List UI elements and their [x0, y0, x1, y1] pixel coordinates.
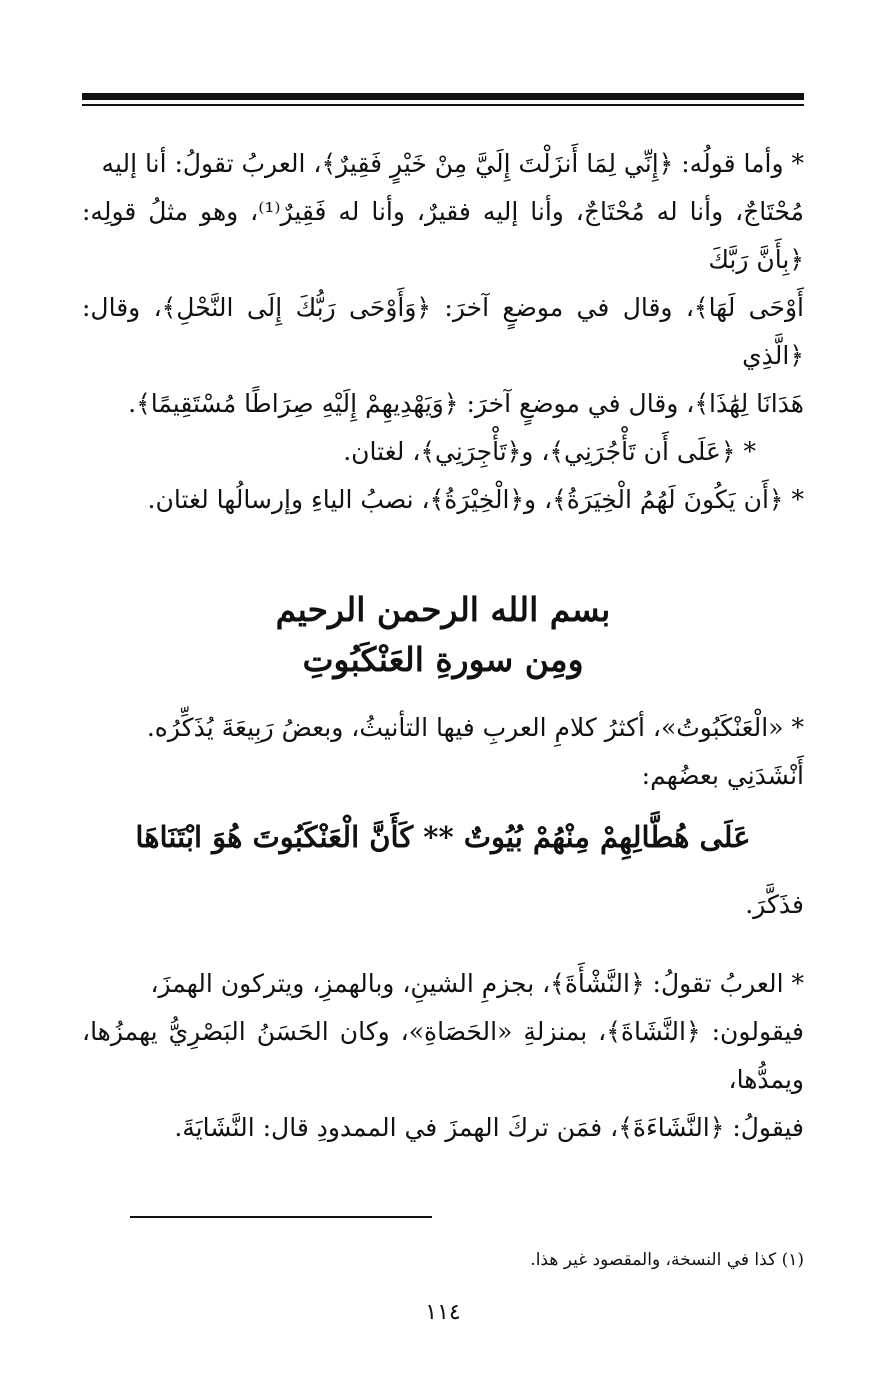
text-line: أَنْشَدَنِي بعضُهم: [641, 761, 804, 790]
text-line: أَوْحَى لَهَا﴾، وقال في موضعٍ آخرَ: ﴿وَأَوْحَى رَبُّكَ إِلَى النَّحْلِ﴾، وقال: ﴿الَّذِي [82, 293, 804, 370]
surah-title: ومِن سورةِ العَنْكَبُوتِ [302, 640, 584, 679]
page-number: ١١٤ [425, 1300, 461, 1325]
basmala-heading: بسم الله الرحمن الرحيم [275, 590, 611, 629]
text-line: هَدَانَا لِهَٰذَا﴾، وقال في موضعٍ آخرَ: ﴿وَيَهْدِيهِمْ إِلَيْهِ صِرَاطًا مُسْتَقِيمًا﴾. [128, 389, 804, 418]
footnote: (١) كذا في النسخة، والمقصود غير هذا. [530, 1250, 804, 1270]
paragraph-block-1 [82, 140, 804, 524]
header-double-rule-thin [82, 104, 804, 106]
footnote-separator [130, 1216, 432, 1218]
text-line: مُحْتَاجٌ، وأنا له مُحْتَاجٌ، وأنا إليه فقيرٌ، وأنا له فَقِيرٌ⁽¹⁾، وهو مثلُ قولِه: ﴿بِأَنَّ رَبَّكَ [82, 197, 804, 274]
text-line: * «الْعَنْكَبُوتُ»، أكثرُ كلامِ العربِ فيها التأنيثُ، وبعضُ رَبِيعَةَ يُذَكِّرُه. [146, 713, 804, 742]
list-item: * ﴿عَلَى أَن تَأْجُرَنِي﴾، و﴿تَأْجِرَنِي﴾، لغتان. [343, 437, 756, 466]
poetry-verse: عَلَى هُطَّالِهِمْ مِنْهُمْ بُيُوتٌ ** كَأَنَّ الْعَنْكَبُوتَ هُوَ ابْتَنَاهَا [135, 820, 751, 854]
text-line: * وأما قولُه: ﴿إِنِّي لِمَا أَنزَلْتَ إِلَيَّ مِنْ خَيْرٍ فَقِيرٌ﴾، العربُ تقولُ: أنا إليه [101, 149, 804, 178]
text-line: * العربُ تقولُ: ﴿النَّشْأَةَ﴾، بجزمِ الشينِ، وبالهمزِ، ويتركون الهمزَ، [150, 969, 804, 998]
header-double-rule-thick [82, 93, 804, 100]
paragraph-block-3 [82, 960, 804, 1152]
list-item: * ﴿أَن يَكُونَ لَهُمُ الْخِيَرَةُ﴾، و﴿الْخِيْرَةُ﴾، نصبُ الياءِ وإرسالُها لغتان. [147, 485, 804, 514]
paragraph-block-2 [82, 704, 804, 800]
text-line: فيقولُ: ﴿النَّشَاءَةَ﴾، فمَن تركَ الهمزَ في الممدودِ قال: النَّشَايَةَ. [174, 1113, 804, 1142]
after-verse-text: فذَكَّرَ. [745, 890, 804, 919]
text-line: فيقولون: ﴿النَّشَاةَ﴾، بمنزلةِ «الحَصَاةِ»، وكان الحَسَنُ البَصْرِيُّ يهمزُها، ويمدُّها، [82, 1017, 804, 1094]
